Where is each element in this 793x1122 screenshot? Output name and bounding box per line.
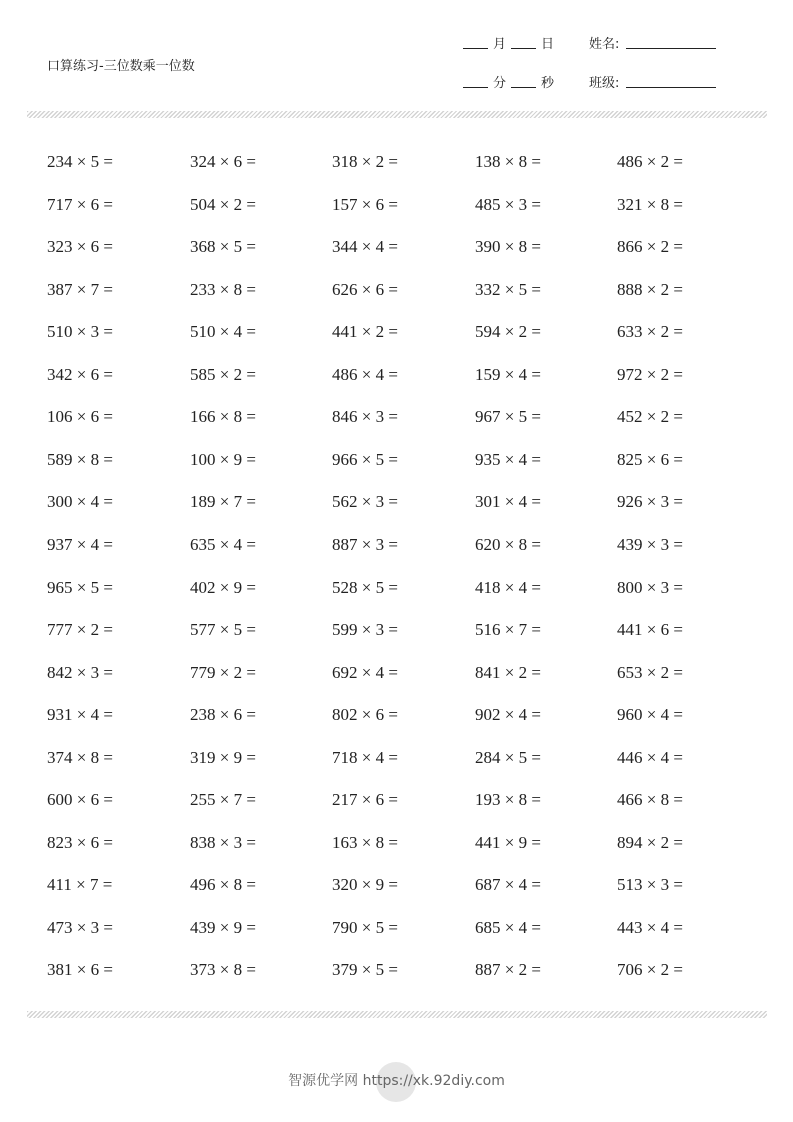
problem-item: 411 × 7 = [47, 875, 113, 895]
problem-item: 620 × 8 = [475, 534, 541, 554]
problem-item: 902 × 4 = [475, 705, 541, 725]
problem-item: 301 × 4 = [475, 492, 541, 512]
minute-label: 分 [493, 76, 507, 91]
problem-item: 233 × 8 = [190, 279, 256, 299]
problem-item: 825 × 6 = [617, 449, 683, 469]
second-label: 秒 [541, 76, 555, 91]
problem-item: 255 × 7 = [190, 790, 256, 810]
problem-item: 687 × 4 = [475, 875, 541, 895]
problem-item: 441 × 9 = [475, 832, 541, 852]
problem-item: 966 × 5 = [332, 449, 398, 469]
footer-watermark [0, 1070, 793, 1090]
problem-item: 790 × 5 = [332, 917, 398, 937]
problem-item: 284 × 5 = [475, 747, 541, 767]
problem-item: 866 × 2 = [617, 237, 683, 257]
problem-item: 510 × 4 = [190, 322, 256, 342]
problem-item: 138 × 8 = [475, 152, 541, 171]
problem-item: 387 × 7 = [47, 279, 113, 299]
problem-item: 344 × 4 = [332, 237, 398, 257]
problem-item: 321 × 8 = [617, 194, 683, 214]
problem-item: 926 × 3 = [617, 492, 683, 512]
problem-item: 443 × 4 = [617, 917, 683, 937]
footer-text: 智源优学网 https://xk.92diy.com [288, 1073, 505, 1089]
problem-item: 894 × 2 = [617, 832, 683, 852]
problem-item: 452 × 2 = [617, 407, 683, 427]
worksheet-title: 口算练习-三位数乘一位数 [47, 59, 195, 74]
problem-item: 193 × 8 = [475, 790, 541, 810]
problem-item: 441 × 6 = [617, 620, 683, 640]
problem-item: 368 × 5 = [190, 237, 256, 257]
problem-item: 960 × 4 = [617, 705, 683, 725]
problem-item: 510 × 3 = [47, 322, 113, 342]
problem-item: 504 × 2 = [190, 194, 256, 214]
problem-item: 685 × 4 = [475, 917, 541, 937]
problem-item: 486 × 2 = [617, 152, 683, 171]
problem-item: 485 × 3 = [475, 194, 541, 214]
problem-item: 842 × 3 = [47, 662, 113, 682]
problem-item: 324 × 6 = [190, 152, 256, 171]
problem-item: 238 × 6 = [190, 705, 256, 725]
problem-item: 439 × 3 = [617, 534, 683, 554]
problem-item: 379 × 5 = [332, 960, 398, 980]
problem-item: 516 × 7 = [475, 620, 541, 640]
name-label: 姓名: [589, 37, 620, 52]
problem-item: 777 × 2 = [47, 620, 113, 640]
problem-item: 594 × 2 = [475, 322, 541, 342]
problem-item: 838 × 3 = [190, 832, 256, 852]
problem-item: 841 × 2 = [475, 662, 541, 682]
problem-item: 100 × 9 = [190, 449, 256, 469]
problem-item: 800 × 3 = [617, 577, 683, 597]
problem-item: 887 × 2 = [475, 960, 541, 980]
problem-item: 390 × 8 = [475, 237, 541, 257]
problem-item: 318 × 2 = [332, 152, 398, 171]
problem-item: 157 × 6 = [332, 194, 398, 214]
problem-item: 779 × 2 = [190, 662, 256, 682]
problem-item: 473 × 3 = [47, 917, 113, 937]
problem-item: 802 × 6 = [332, 705, 398, 725]
problem-item: 513 × 3 = [617, 875, 683, 895]
problem-item: 496 × 8 = [190, 875, 256, 895]
problem-item: 635 × 4 = [190, 534, 256, 554]
problem-item: 626 × 6 = [332, 279, 398, 299]
problem-item: 931 × 4 = [47, 705, 113, 725]
problem-item: 888 × 2 = [617, 279, 683, 299]
problem-item: 846 × 3 = [332, 407, 398, 427]
problem-item: 887 × 3 = [332, 534, 398, 554]
problem-item: 718 × 4 = [332, 747, 398, 767]
problem-item: 967 × 5 = [475, 407, 541, 427]
problem-item: 528 × 5 = [332, 577, 398, 597]
bottom-divider [27, 1011, 767, 1018]
problem-item: 332 × 5 = [475, 279, 541, 299]
problem-item: 300 × 4 = [47, 492, 113, 512]
problem-item: 972 × 2 = [617, 364, 683, 384]
problem-item: 402 × 9 = [190, 577, 256, 597]
problem-item: 166 × 8 = [190, 407, 256, 427]
problem-item: 441 × 2 = [332, 322, 398, 342]
problem-item: 373 × 8 = [190, 960, 256, 980]
problem-item: 319 × 9 = [190, 747, 256, 767]
problem-item: 935 × 4 = [475, 449, 541, 469]
problem-item: 374 × 8 = [47, 747, 113, 767]
problem-item: 234 × 5 = [47, 152, 113, 171]
problem-item: 653 × 2 = [617, 662, 683, 682]
problem-item: 600 × 6 = [47, 790, 113, 810]
problem-item: 599 × 3 = [332, 620, 398, 640]
problem-item: 439 × 9 = [190, 917, 256, 937]
problem-item: 562 × 3 = [332, 492, 398, 512]
problem-item: 159 × 4 = [475, 364, 541, 384]
class-label: 班级: [589, 76, 620, 91]
problem-item: 466 × 8 = [617, 790, 683, 810]
problem-item: 486 × 4 = [332, 364, 398, 384]
problem-item: 717 × 6 = [47, 194, 113, 214]
month-label: 月 [493, 37, 507, 52]
problem-item: 323 × 6 = [47, 237, 113, 257]
problem-item: 217 × 6 = [332, 790, 398, 810]
problem-item: 706 × 2 = [617, 960, 683, 980]
problem-item: 320 × 9 = [332, 875, 398, 895]
problem-item: 585 × 2 = [190, 364, 256, 384]
day-label: 日 [541, 37, 555, 52]
problem-item: 692 × 4 = [332, 662, 398, 682]
problem-item: 163 × 8 = [332, 832, 398, 852]
problem-item: 589 × 8 = [47, 449, 113, 469]
problem-item: 937 × 4 = [47, 534, 113, 554]
problem-item: 965 × 5 = [47, 577, 113, 597]
problem-item: 106 × 6 = [47, 407, 113, 427]
problem-item: 342 × 6 = [47, 364, 113, 384]
problem-item: 381 × 6 = [47, 960, 113, 980]
problem-item: 577 × 5 = [190, 620, 256, 640]
problem-item: 418 × 4 = [475, 577, 541, 597]
problem-item: 823 × 6 = [47, 832, 113, 852]
problem-item: 189 × 7 = [190, 492, 256, 512]
problem-item: 633 × 2 = [617, 322, 683, 342]
problem-item: 446 × 4 = [617, 747, 683, 767]
